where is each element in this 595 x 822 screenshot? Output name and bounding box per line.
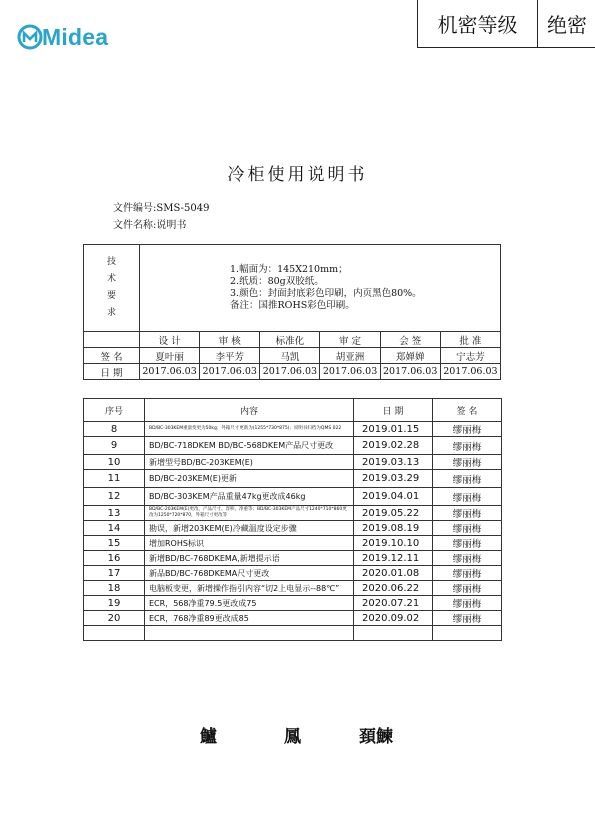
- security-level-box: [417, 0, 595, 48]
- date-label: 日 期: [84, 364, 140, 380]
- row-date: 2019.03.29: [354, 470, 433, 488]
- row-content: BD/BC-303KEM重量变更为50kg；外箱尺寸更新为(1255*730*875)；说明书归档为QMS 022: [145, 422, 354, 437]
- row-number: 18: [84, 581, 145, 596]
- header-content: 内容: [145, 399, 354, 422]
- tech-req-line: 3.颜色：封面封底彩色印刷，内页黑色80%。: [230, 288, 422, 299]
- document-name-label: 文件名称:: [113, 220, 157, 231]
- table-row: [84, 422, 502, 437]
- row-content: ECR，568净重79.5更改成75: [145, 596, 354, 611]
- row-number: 14: [84, 521, 145, 536]
- row-signer: 缪丽梅: [433, 611, 502, 626]
- footer-char: 鳳: [284, 727, 301, 747]
- row-date: 2019.08.19: [354, 521, 433, 536]
- tech-req-line: 1.幅面为：145X210mm；: [230, 264, 348, 275]
- row-date: 2020.01.08: [354, 566, 433, 581]
- row-number: 19: [84, 596, 145, 611]
- document-name-value: 说明书: [156, 220, 187, 231]
- row-signer: 缪丽梅: [433, 581, 502, 596]
- row-content: 增加ROHS标识: [145, 536, 354, 551]
- row-number: 10: [84, 455, 145, 470]
- row-date: 2019.01.15: [354, 422, 433, 437]
- row-date: 2019.12.11: [354, 551, 433, 566]
- role-review: 审 核: [200, 332, 260, 348]
- row-content: 勘误，新增203KEM(E)冷藏温度设定步骤: [145, 521, 354, 536]
- sign-date: 2017.06.03: [140, 364, 200, 380]
- document-title: 冷柜使用说明书: [227, 165, 368, 185]
- table-row: [84, 551, 502, 566]
- tech-label-char: 术: [106, 274, 116, 284]
- tech-req-line: 2.纸质：80g双胶纸。: [230, 276, 324, 287]
- sign-date: 2017.06.03: [260, 364, 320, 380]
- row-number: 15: [84, 536, 145, 551]
- table-row: [84, 581, 502, 596]
- row-signer: 缪丽梅: [433, 566, 502, 581]
- row-number: 11: [84, 470, 145, 488]
- table-row: [84, 536, 502, 551]
- row-number: 13: [84, 506, 145, 521]
- document-number-value: SMS-5049: [156, 203, 210, 214]
- midea-logo: [16, 22, 108, 52]
- row-signer: 缪丽梅: [433, 551, 502, 566]
- signer-name: 郑婵婵: [380, 348, 440, 364]
- security-level-value: 绝密: [547, 13, 587, 37]
- table-row: [84, 521, 502, 536]
- signer-name: 夏叶丽: [140, 348, 200, 364]
- row-content: BD/BC-203KEM(E)更新: [145, 470, 354, 488]
- sign-date: 2017.06.03: [380, 364, 440, 380]
- table-row: [84, 611, 502, 626]
- row-signer: 缪丽梅: [433, 455, 502, 470]
- tech-label-char: 要: [106, 291, 116, 301]
- row-content: BD/BC-718DKEM BD/BC-568DKEM产品尺寸更改: [145, 437, 354, 455]
- sign-date: 2017.06.03: [320, 364, 380, 380]
- signer-name: 李平芳: [200, 348, 260, 364]
- role-ratify: 批 准: [440, 332, 500, 348]
- document-number: [113, 199, 210, 214]
- row-content: 电脑板变更，新增操作指引内容“切2上电显示--88℃”: [145, 581, 354, 596]
- row-content: 新品BD/BC-768DKEMA尺寸更改: [145, 566, 354, 581]
- table-row: [84, 470, 502, 488]
- row-number: 20: [84, 611, 145, 626]
- tech-req-label: [84, 245, 140, 332]
- empty-cell: [354, 626, 433, 641]
- row-date: 2019.03.13: [354, 455, 433, 470]
- spec-approval-table: [83, 244, 501, 380]
- row-date: 2020.09.02: [354, 611, 433, 626]
- header-date: 日 期: [354, 399, 433, 422]
- row-signer: 缪丽梅: [433, 521, 502, 536]
- header-no: 序号: [84, 399, 145, 422]
- tech-req-line: 备注：国推ROHS彩色印刷。: [230, 300, 355, 311]
- midea-logo-icon: [16, 23, 44, 51]
- logo-text: Midea: [42, 23, 109, 50]
- row-content: BD/BC-203KEM(E)更改，产品尺寸、容积、净重等；BD/BC-303KEM产品尺寸1240*710*860更改为1250*720*870，外箱尺寸更改等: [145, 506, 354, 521]
- document-number-label: 文件编号:: [113, 203, 157, 214]
- table-row: [84, 566, 502, 581]
- row-signer: 缪丽梅: [433, 506, 502, 521]
- signer-name: 宁志芳: [440, 348, 500, 364]
- row-signer: 缪丽梅: [433, 470, 502, 488]
- row-date: 2020.06.22: [354, 581, 433, 596]
- sign-date: 2017.06.03: [200, 364, 260, 380]
- row-number: 9: [84, 437, 145, 455]
- row-number: 17: [84, 566, 145, 581]
- empty-cell: [84, 626, 145, 641]
- role-approve-check: 审 定: [320, 332, 380, 348]
- change-log-table: [83, 398, 502, 641]
- footer-char: 頚鰊: [359, 727, 393, 747]
- row-date: 2019.02.28: [354, 437, 433, 455]
- row-date: 2019.10.10: [354, 536, 433, 551]
- row-content: BD/BC-303KEM产品重量47kg更改成46kg: [145, 488, 354, 506]
- row-content: 新增BD/BC-768DKEMA,新增提示语: [145, 551, 354, 566]
- tech-label-char: 求: [106, 308, 116, 318]
- row-signer: 缪丽梅: [433, 488, 502, 506]
- role-standard: 标准化: [260, 332, 320, 348]
- document-name: [113, 216, 186, 231]
- empty-cell: [433, 626, 502, 641]
- table-row: [84, 596, 502, 611]
- empty-cell: [145, 626, 354, 641]
- row-number: 12: [84, 488, 145, 506]
- tech-label-char: 技: [106, 257, 116, 267]
- header-sign: 签 名: [433, 399, 502, 422]
- row-number: 8: [84, 422, 145, 437]
- row-number: 16: [84, 551, 145, 566]
- row-content: ECR，768净重89更改成85: [145, 611, 354, 626]
- tech-requirements: [140, 245, 501, 332]
- role-countersign: 会 签: [380, 332, 440, 348]
- signer-name: 胡亚洲: [320, 348, 380, 364]
- security-level-label: 机密等级: [418, 0, 538, 47]
- empty-cell: [84, 332, 140, 348]
- table-row: [84, 506, 502, 521]
- footer-char: 鱸: [200, 727, 217, 747]
- row-signer: 缪丽梅: [433, 536, 502, 551]
- row-signer: 缪丽梅: [433, 596, 502, 611]
- signer-name: 马凯: [260, 348, 320, 364]
- row-content: 新增型号BD/BC-203KEM(E): [145, 455, 354, 470]
- row-signer: 缪丽梅: [433, 437, 502, 455]
- row-date: 2019.04.01: [354, 488, 433, 506]
- sign-label: 签 名: [84, 348, 140, 364]
- row-date: 2020.07.21: [354, 596, 433, 611]
- table-row: [84, 437, 502, 455]
- row-signer: 缪丽梅: [433, 422, 502, 437]
- sign-date: 2017.06.03: [440, 364, 500, 380]
- role-design: 设 计: [140, 332, 200, 348]
- table-row: [84, 455, 502, 470]
- row-date: 2019.05.22: [354, 506, 433, 521]
- table-row: [84, 488, 502, 506]
